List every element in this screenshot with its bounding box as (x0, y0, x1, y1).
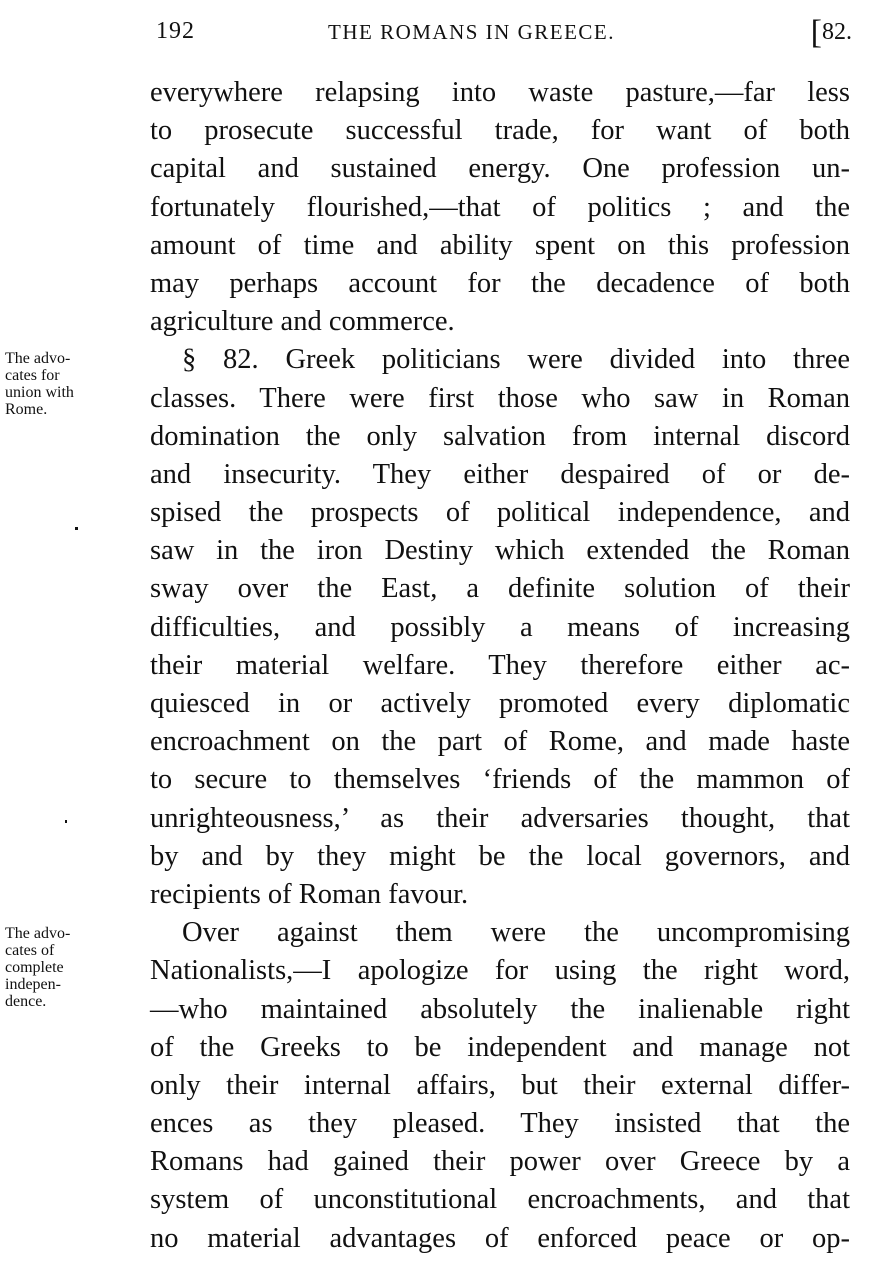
text-line: difficulties, and possibly a means of increasing (150, 611, 850, 643)
text-line: sway over the East, a definite solution of their (150, 573, 850, 605)
text-line: classes. There were first those who saw in Roman (150, 382, 850, 414)
text-line: spised the prospects of political independence, and (150, 497, 850, 529)
text-line: unrighteousness,’ as their adversaries thought, that (150, 802, 850, 834)
sidenote-line: dence. (5, 993, 47, 1010)
section-number: 82. (822, 19, 852, 45)
text-line: Romans had gained their power over Greece by a (150, 1146, 850, 1178)
text-line: recipients of Roman favour. (150, 878, 469, 910)
text-line: to prosecute successful trade, for want of both (150, 115, 850, 147)
text-line: —who maintained absolutely the inalienable right (150, 993, 850, 1025)
running-head (148, 14, 852, 54)
sidenote-line: cates for (5, 367, 60, 384)
sidenote-union-with-rome (5, 350, 145, 418)
scan-speck (65, 820, 67, 823)
text-line: their material welfare. They therefore either ac- (150, 649, 850, 681)
sidenote-line: union with (5, 384, 74, 401)
text-line: system of unconstitutional encroachments, and that (150, 1184, 850, 1216)
sidenote-line: complete (5, 959, 64, 976)
text-line: may perhaps account for the decadence of both (150, 267, 850, 299)
sidenote-complete-independence (5, 925, 145, 1010)
section-bracket: [ (810, 14, 822, 51)
text-line: of the Greeks to be independent and manage not (150, 1031, 850, 1063)
text-line: quiesced in or actively promoted every diplomatic (150, 688, 850, 719)
text-line: everywhere relapsing into waste pasture,—far less (150, 77, 850, 108)
text-line: only their internal affairs, but their external differ- (150, 1069, 850, 1101)
body-text (150, 74, 850, 1258)
text-line: and insecurity. They either despaired of or de- (150, 458, 850, 490)
text-line: by and by they might be the local governors, and (150, 840, 850, 872)
scan-speck (75, 527, 78, 530)
text-line: domination the only salvation from internal discord (150, 420, 850, 452)
paragraph-start-line: Over against them were the uncompromising (182, 917, 850, 949)
sidenote-line: The advo- (5, 350, 71, 367)
text-line: capital and sustained energy. One profession un- (150, 153, 850, 185)
section-heading-line: § 82. Greek politicians were divided into three (182, 344, 850, 376)
text-line: Nationalists,—I apologize for using the right word, (150, 955, 850, 987)
text-line: encroachment on the part of Rome, and made haste (150, 726, 850, 758)
sidenote-line: indepen- (5, 976, 61, 993)
sidenote-line: cates of (5, 942, 55, 959)
text-line: saw in the iron Destiny which extended the Roman (150, 535, 850, 567)
sidenote-line: Rome. (5, 401, 48, 418)
text-line: no material advantages of enforced peace or op- (150, 1222, 850, 1254)
section-marker (810, 14, 852, 51)
sidenote-line: The advo- (5, 925, 71, 942)
page-number: 192 (156, 18, 195, 44)
text-line: agriculture and commerce. (150, 306, 455, 338)
text-line: to secure to themselves ‘friends of the mammon of (150, 764, 850, 796)
text-line: fortunately flourished,—that of politics ; and the (150, 191, 850, 223)
text-line: amount of time and ability spent on this profession (150, 229, 850, 261)
running-title: THE ROMANS IN GREECE. (328, 20, 615, 44)
text-line: ences as they pleased. They insisted that the (150, 1108, 850, 1140)
